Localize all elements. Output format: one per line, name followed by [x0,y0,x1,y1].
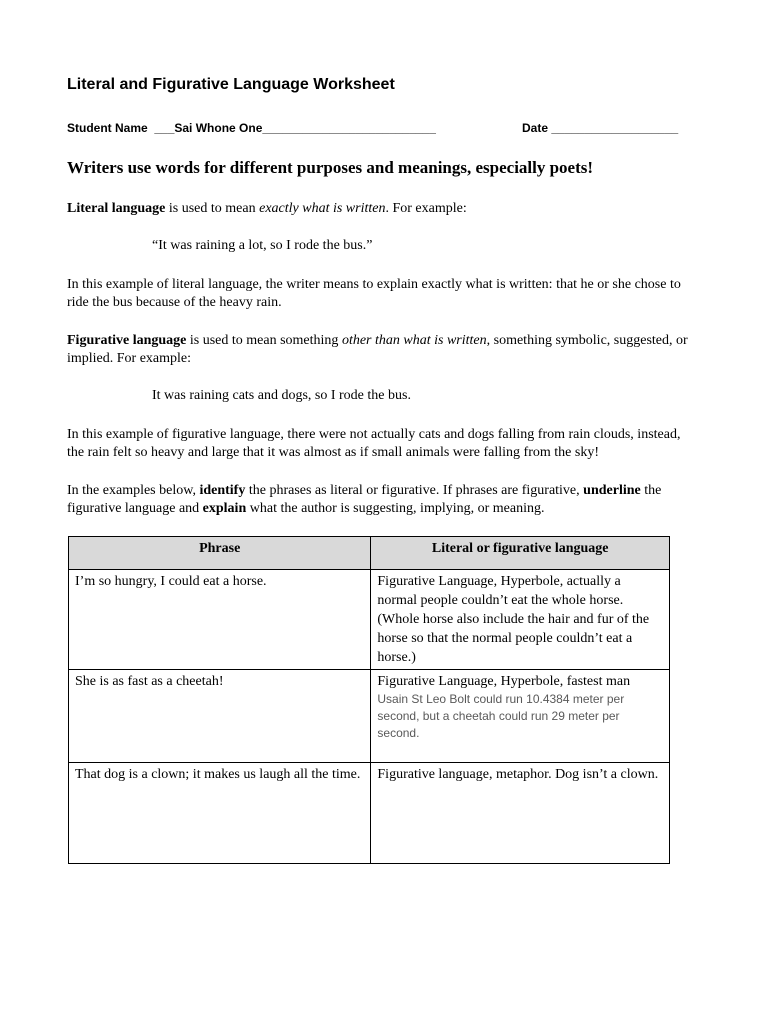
phrase-cell: That dog is a clown; it makes us laugh all the time. [69,763,371,864]
student-name-value: ___Sai Whone One__________________________ [154,121,436,135]
instructions-text-4: what the author is suggesting, implying, or meaning. [246,501,545,516]
instructions-explain: explain [202,501,247,516]
date-value: ___________________ [551,121,679,135]
literal-example: “It was raining a lot, so I rode the bus.” [152,238,373,253]
table-header-row [69,537,670,570]
answer-cell[interactable] [371,763,670,864]
literal-italic: exactly what is written [259,201,386,216]
intro-heading: Writers use words for different purposes and meanings, especially poets! [67,158,594,177]
answer-text: Figurative Language, Hyperbole, actually a normal people couldn’t eat the whole horse. (Whole horse also include the hair and fur of the horse so that the normal people couldn’t eat a horse.) [377,574,650,665]
phrase-table [68,536,670,864]
figurative-text-1: is used to mean something [186,333,342,348]
instructions-text-3: the figurative language and [67,483,662,516]
literal-text-2: . For example: [385,201,467,216]
date-label: Date [522,121,549,135]
instructions-text-2: the phrases as literal or figurative. If phrases are figurative, [245,483,584,498]
figurative-explanation: In this example of figurative language, there were not actually cats and dogs falling from rain clouds, instead, the rain felt so heavy and large that it was almost as if small animals were falling from the sky! [67,427,681,460]
instructions-text-1: In the examples below, [67,483,200,498]
answer-text: Figurative language, metaphor. Dog isn’t a clown. [377,767,659,782]
header-literal-or-figurative: Literal or figurative language [371,537,670,570]
figurative-text-2: , something symbolic, suggested, or implied. For example: [67,333,688,366]
answer-text: Figurative Language, Hyperbole, fastest man [377,674,631,689]
literal-term: Literal language [67,201,166,216]
student-name-label: Student Name [67,121,148,135]
answer-note: Usain St Leo Bolt could run 10.4384 meter per second, but a cheetah could run 29 meter per second. [377,692,625,740]
student-name-field[interactable] [67,121,436,135]
instructions-underline: underline [583,483,641,498]
date-field[interactable] [522,121,678,135]
answer-cell[interactable] [371,670,670,763]
figurative-example: It was raining cats and dogs, so I rode the bus. [152,388,411,403]
table-row [69,670,670,763]
phrase-cell: She is as fast as a cheetah! [69,670,371,763]
table-row [69,570,670,670]
worksheet-title: Literal and Figurative Language Worksheet [67,76,395,93]
table-row [69,763,670,864]
phrase-cell: I’m so hungry, I could eat a horse. [69,570,371,670]
literal-definition [67,200,697,218]
instructions-identify: identify [199,483,246,498]
figurative-italic: other than what is written [341,333,487,348]
answer-cell[interactable] [371,570,670,670]
figurative-term: Figurative language [67,333,187,348]
literal-explanation: In this example of literal language, the writer means to explain exactly what is written: that he or she chose to ride the bus because of the heavy rain. [67,277,681,310]
literal-text-1: is used to mean [165,201,260,216]
figurative-definition [67,332,697,368]
header-phrase: Phrase [69,537,371,570]
instructions [67,482,697,518]
